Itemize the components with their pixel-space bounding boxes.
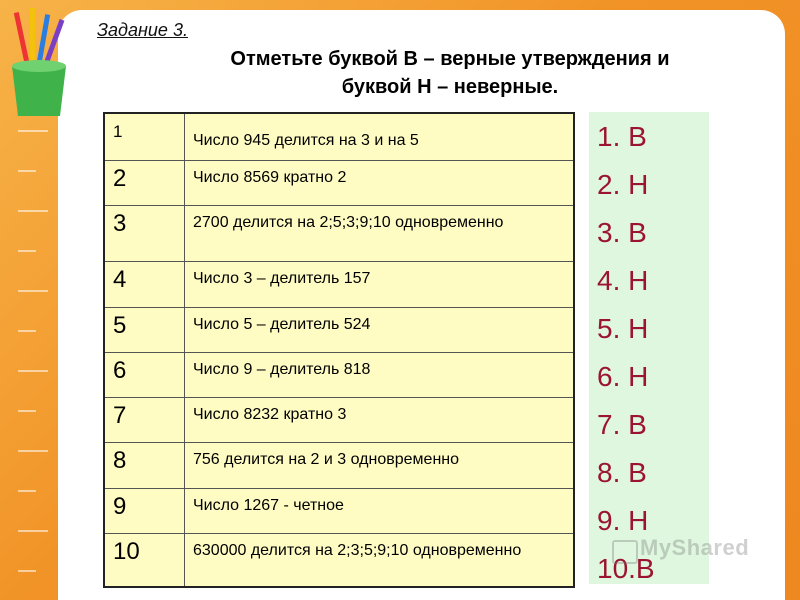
row-number: 6: [105, 353, 185, 397]
answer-item: 1. В: [597, 121, 647, 152]
table-row: [105, 205, 573, 261]
answers-panel: [589, 112, 709, 584]
row-statement: Число 9 – делитель 818: [193, 361, 371, 378]
row-number: 10: [105, 534, 185, 586]
row-number: 2: [105, 161, 185, 205]
row-statement: 2700 делится на 2;5;3;9;10 одновременно: [193, 214, 504, 231]
row-statement: Число 8569 кратно 2: [193, 169, 347, 186]
table-row: [105, 160, 573, 205]
statements-table: [103, 112, 575, 588]
table-row: [105, 261, 573, 307]
watermark-logo-icon: [612, 540, 638, 564]
row-statement: Число 945 делится на 3 и на 5: [193, 132, 419, 149]
row-statement: Число 3 – делитель 157: [193, 270, 371, 287]
row-number: 1: [105, 114, 185, 160]
answer-item: 2. Н: [597, 169, 649, 200]
answer-item: 10.В: [597, 553, 655, 584]
row-number: 9: [105, 489, 185, 533]
ruler-decoration: [18, 120, 56, 600]
row-statement: Число 5 – делитель 524: [193, 316, 371, 333]
title-line-2: буквой Н – неверные.: [341, 76, 559, 98]
table-row: [105, 442, 573, 488]
title-line-1: Отметьте буквой В – верные утверждения и: [230, 48, 670, 70]
row-statement: Число 8232 кратно 3: [193, 406, 347, 423]
pencil-cup-icon: [6, 8, 72, 118]
row-statement: 756 делится на 2 и 3 одновременно: [193, 451, 460, 468]
table-row: [105, 352, 573, 397]
table-row: [105, 488, 573, 533]
row-number: 4: [105, 262, 185, 307]
row-statement: 630000 делится на 2;3;5;9;10 одновременно: [193, 542, 522, 559]
page-title: [160, 45, 740, 101]
table-row: [105, 114, 573, 160]
row-statement: Число 1267 - четное: [193, 497, 344, 514]
row-number: 5: [105, 308, 185, 352]
row-number: 7: [105, 398, 185, 442]
answer-item: 5. Н: [597, 313, 649, 344]
table-row: [105, 307, 573, 352]
answer-item: 4. Н: [597, 265, 649, 296]
answer-item: 6. Н: [597, 361, 649, 392]
answer-item: 9. Н: [597, 505, 649, 536]
table-row: [105, 397, 573, 442]
row-number: 3: [105, 206, 185, 261]
answer-item: 8. В: [597, 457, 647, 488]
watermark: MyShared: [640, 535, 750, 560]
answer-item: 3. В: [597, 217, 647, 248]
row-number: 8: [105, 443, 185, 488]
answer-item: 7. В: [597, 409, 647, 440]
task-label: Задание 3.: [97, 20, 188, 40]
table-row: [105, 533, 573, 586]
